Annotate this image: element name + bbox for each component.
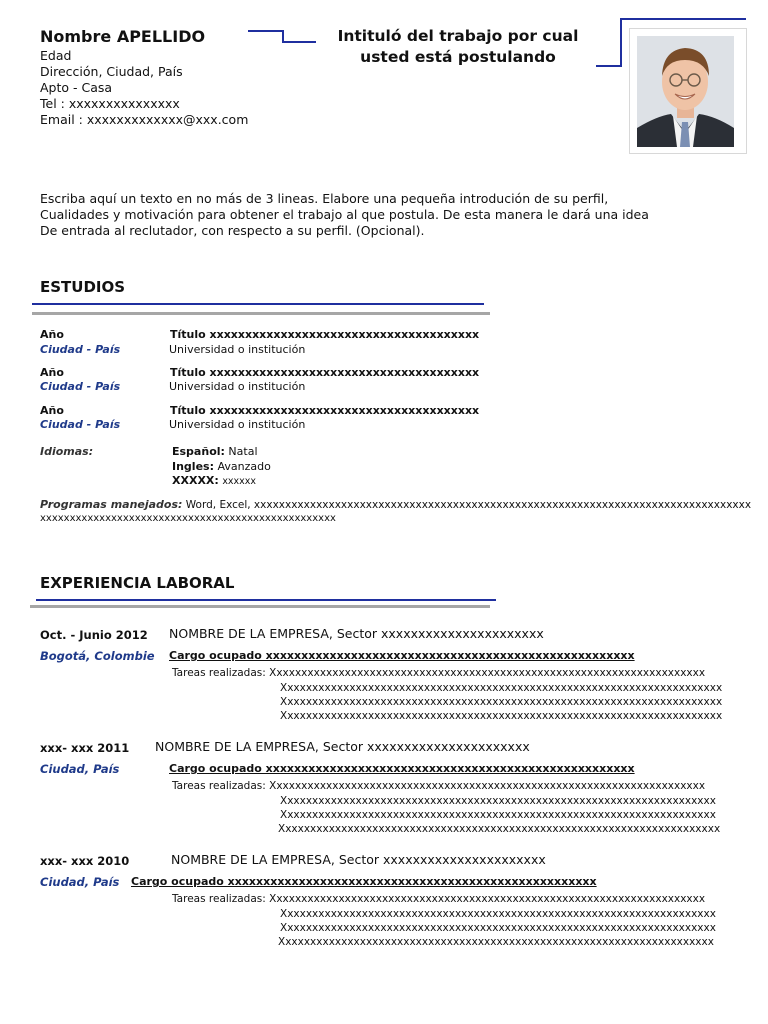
- intro-line: Escriba aquí un texto en no más de 3 lineas. Elabore una pequeña introdución de su perfil,: [40, 191, 609, 206]
- study-year: Año: [40, 366, 64, 379]
- task-text: Xxxxxxxxxxxxxxxxxxxxxxxxxxxxxxxxxxxxxxxxxxxxxxxxxxxxxxxxxxxxxxxxxxxxxxx: [280, 682, 723, 694]
- task-text: Xxxxxxxxxxxxxxxxxxxxxxxxxxxxxxxxxxxxxxxxxxxxxxxxxxxxxxxxxxxxxxxxxxxxxx: [280, 809, 716, 821]
- task-text: Xxxxxxxxxxxxxxxxxxxxxxxxxxxxxxxxxxxxxxxxxxxxxxxxxxxxxxxxxxxxxxxxxxxxxx: [269, 667, 706, 679]
- job-company: NOMBRE DE LA EMPRESA, Sector xxxxxxxxxxxxxxxxxxxxxx: [155, 739, 530, 754]
- language-level: Natal: [228, 445, 258, 458]
- age: Edad: [40, 48, 72, 63]
- job-title-line2: usted está postulando: [360, 48, 556, 66]
- decor-line: [248, 30, 283, 32]
- programs-label: Programas manejados:: [40, 498, 183, 511]
- tasks-label: Tareas realizadas:: [172, 667, 266, 679]
- study-city: Ciudad - País: [40, 343, 121, 356]
- section-rule: [36, 599, 496, 601]
- task-text: Xxxxxxxxxxxxxxxxxxxxxxxxxxxxxxxxxxxxxxxxxxxxxxxxxxxxxxxxxxxxxxxxxxxxxxx: [280, 710, 723, 722]
- studies-heading: ESTUDIOS: [40, 278, 126, 296]
- job-company: NOMBRE DE LA EMPRESA, Sector xxxxxxxxxxxxxxxxxxxxxx: [169, 626, 544, 641]
- section-rule: [32, 303, 484, 305]
- task-text: Xxxxxxxxxxxxxxxxxxxxxxxxxxxxxxxxxxxxxxxxxxxxxxxxxxxxxxxxxxxxxxxxxxxxxx: [280, 795, 716, 807]
- languages-label: Idiomas:: [40, 445, 94, 458]
- email: Email : xxxxxxxxxxxxx@xxx.com: [40, 112, 249, 127]
- tasks-label: Tareas realizadas:: [172, 893, 266, 905]
- profile-photo: [637, 36, 734, 147]
- phone: Tel : xxxxxxxxxxxxxxx: [40, 96, 180, 111]
- decor-line: [620, 18, 746, 20]
- decor-line: [620, 18, 622, 67]
- language-name: Ingles:: [172, 460, 214, 473]
- job-position: Cargo ocupado xxxxxxxxxxxxxxxxxxxxxxxxxxxxxxxxxxxxxxxxxxxxxxxxxxxx: [169, 762, 635, 775]
- section-rule: [32, 312, 490, 315]
- study-year: Año: [40, 404, 64, 417]
- decor-line: [596, 65, 622, 67]
- study-city: Ciudad - País: [40, 380, 121, 393]
- study-title: Título xxxxxxxxxxxxxxxxxxxxxxxxxxxxxxxxxxxxxx: [170, 328, 480, 341]
- job-position: Cargo ocupado xxxxxxxxxxxxxxxxxxxxxxxxxxxxxxxxxxxxxxxxxxxxxxxxxxxx: [131, 875, 597, 888]
- task-text: Xxxxxxxxxxxxxxxxxxxxxxxxxxxxxxxxxxxxxxxxxxxxxxxxxxxxxxxxxxxxxxxxxxxxxx: [278, 936, 714, 948]
- task-text: Xxxxxxxxxxxxxxxxxxxxxxxxxxxxxxxxxxxxxxxxxxxxxxxxxxxxxxxxxxxxxxxxxxxxxxx: [278, 823, 721, 835]
- job-title-line1: Intituló del trabajo por cual: [337, 27, 579, 45]
- task-text: Xxxxxxxxxxxxxxxxxxxxxxxxxxxxxxxxxxxxxxxxxxxxxxxxxxxxxxxxxxxxxxxxxxxxxx: [280, 908, 716, 920]
- tasks-label: Tareas realizadas:: [172, 780, 266, 792]
- study-institution: Universidad o institución: [169, 380, 306, 393]
- study-institution: Universidad o institución: [169, 343, 306, 356]
- language-item: [172, 445, 258, 458]
- task-text: Xxxxxxxxxxxxxxxxxxxxxxxxxxxxxxxxxxxxxxxxxxxxxxxxxxxxxxxxxxxxxxxxxxxxxxx: [280, 696, 723, 708]
- language-level: Avanzado: [217, 460, 271, 473]
- job-title: [318, 26, 598, 68]
- address: Dirección, Ciudad, País: [40, 64, 183, 79]
- decor-line: [282, 41, 316, 43]
- job-city: Ciudad, País: [40, 875, 120, 889]
- language-name: Español:: [172, 445, 225, 458]
- tasks-line: [172, 893, 705, 905]
- study-title: Título xxxxxxxxxxxxxxxxxxxxxxxxxxxxxxxxxxxxxx: [170, 366, 480, 379]
- apartment: Apto - Casa: [40, 80, 113, 95]
- section-rule: [30, 605, 490, 608]
- intro-line: Cualidades y motivación para obtener el trabajo al que postula. De esta manera le dará una idea: [40, 207, 649, 222]
- intro-line: De entrada al reclutador, con respecto a su perfil. (Opcional).: [40, 223, 425, 238]
- programs-line-cont: xxxxxxxxxxxxxxxxxxxxxxxxxxxxxxxxxxxxxxxxxxxxxxxxxx: [40, 513, 336, 524]
- tasks-line: [172, 780, 705, 792]
- study-title: Título xxxxxxxxxxxxxxxxxxxxxxxxxxxxxxxxxxxxxx: [170, 404, 480, 417]
- job-city: Bogotá, Colombie: [40, 649, 155, 663]
- programs-list: Word, Excel, xxxxxxxxxxxxxxxxxxxxxxxxxxxxxxxxxxxxxxxxxxxxxxxxxxxxxxxxxxxxxxxxxxxxxxxxxxxxxxxx: [185, 499, 752, 511]
- study-institution: Universidad o institución: [169, 418, 306, 431]
- task-text: Xxxxxxxxxxxxxxxxxxxxxxxxxxxxxxxxxxxxxxxxxxxxxxxxxxxxxxxxxxxxxxxxxxxxxx: [269, 893, 706, 905]
- language-item: [172, 474, 256, 487]
- job-city: Ciudad, País: [40, 762, 120, 776]
- study-city: Ciudad - País: [40, 418, 121, 431]
- job-company: NOMBRE DE LA EMPRESA, Sector xxxxxxxxxxxxxxxxxxxxxx: [171, 852, 546, 867]
- task-text: Xxxxxxxxxxxxxxxxxxxxxxxxxxxxxxxxxxxxxxxxxxxxxxxxxxxxxxxxxxxxxxxxxxxxxx: [269, 780, 706, 792]
- job-date: xxx- xxx 2011: [40, 741, 130, 755]
- language-item: [172, 460, 271, 473]
- language-name: XXXXX:: [172, 474, 219, 487]
- programs-line: [40, 498, 751, 511]
- experience-heading: EXPERIENCIA LABORAL: [40, 574, 235, 592]
- job-position: Cargo ocupado xxxxxxxxxxxxxxxxxxxxxxxxxxxxxxxxxxxxxxxxxxxxxxxxxxxx: [169, 649, 635, 662]
- language-level: xxxxxx: [222, 476, 257, 487]
- candidate-name: Nombre APELLIDO: [40, 27, 206, 46]
- task-text: Xxxxxxxxxxxxxxxxxxxxxxxxxxxxxxxxxxxxxxxxxxxxxxxxxxxxxxxxxxxxxxxxxxxxxx: [280, 922, 716, 934]
- study-year: Año: [40, 328, 64, 341]
- tasks-line: [172, 667, 705, 679]
- job-date: xxx- xxx 2010: [40, 854, 130, 868]
- job-date: Oct. - Junio 2012: [40, 628, 148, 642]
